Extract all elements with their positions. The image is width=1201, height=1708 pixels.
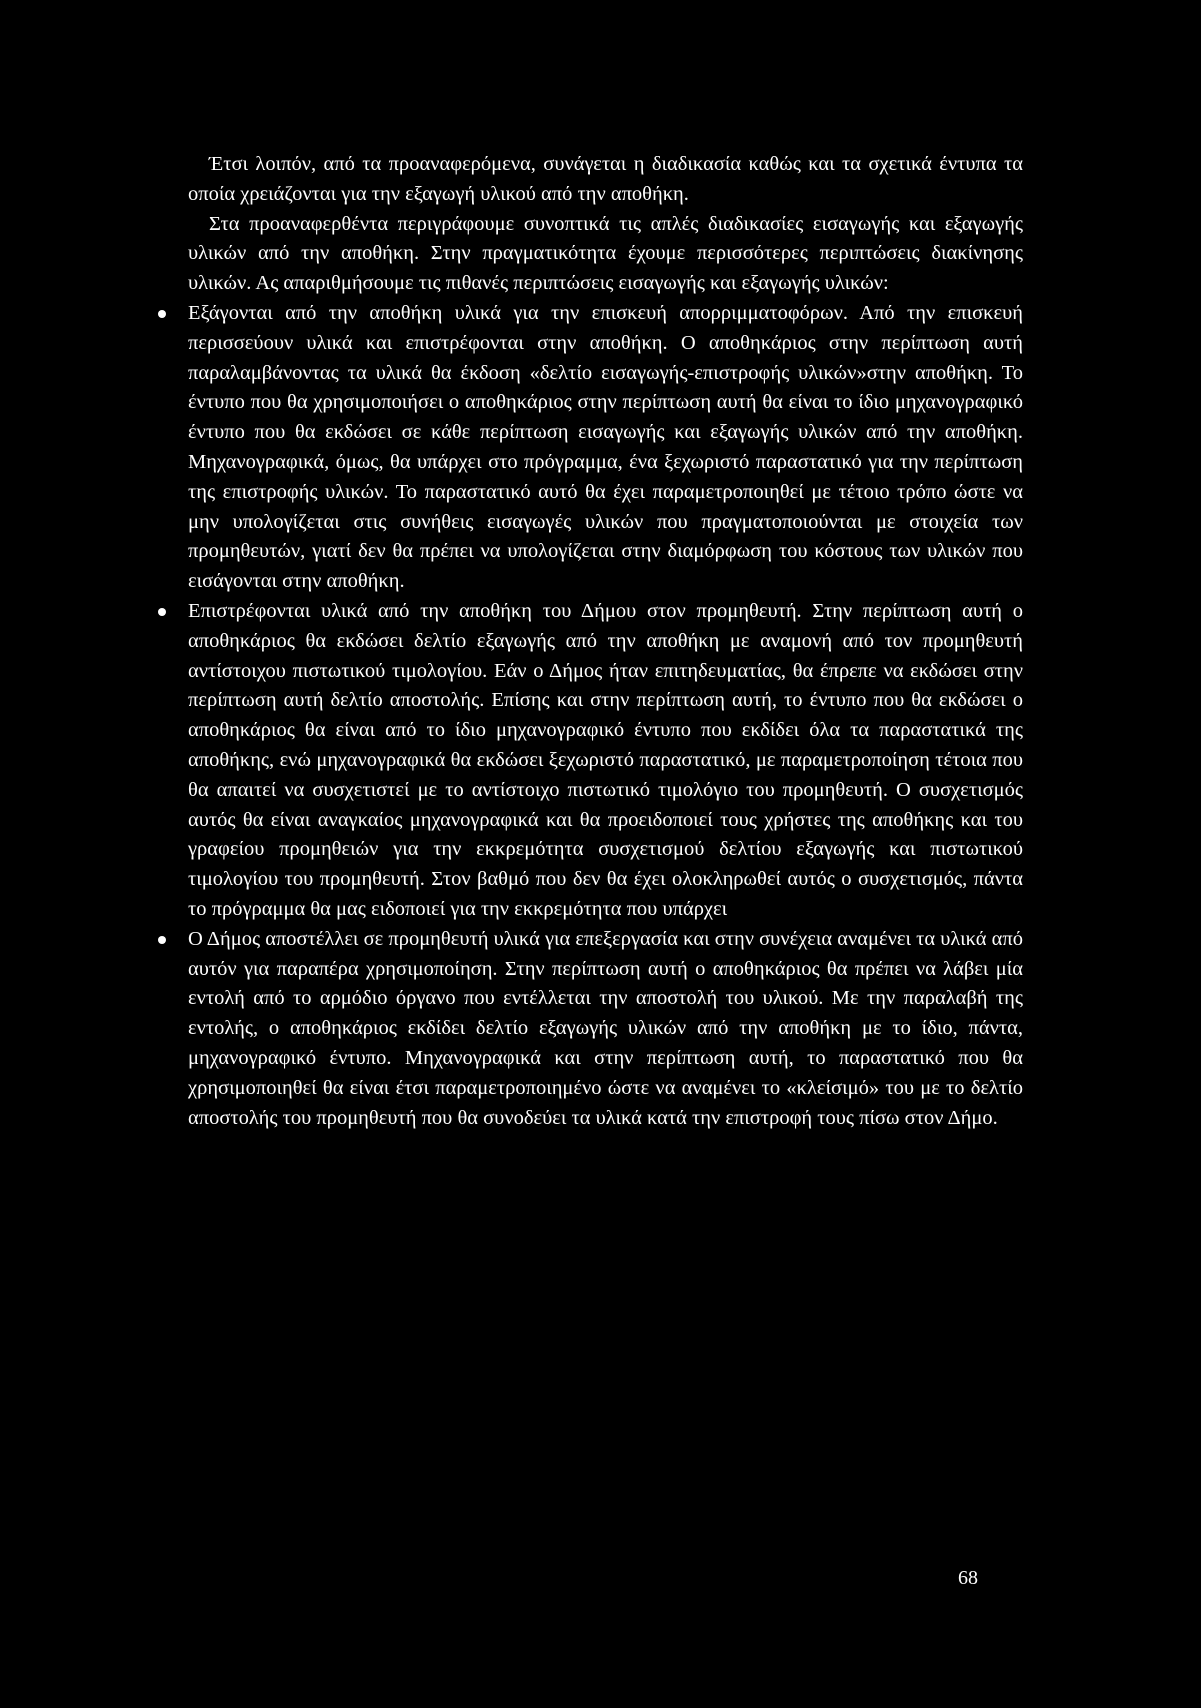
list-item bbox=[188, 925, 1023, 1134]
bullet-icon bbox=[158, 310, 166, 318]
list-item bbox=[188, 597, 1023, 925]
list-item-text: Εξάγονται από την αποθήκη υλικά για την επισκευή απορριμματοφόρων. Από την επισκευή περισσεύουν υλικά και επιστρέφονται στην αποθήκη. Ο αποθηκάριος στην περίπτωση αυτή παραλαμβάνοντας τα υλικά θα έκδοση «δελτίο εισαγωγής-επιστροφής υλικών»στην αποθήκη. Το έντυπο που θα χρησιμοποιήσει ο αποθηκάριος στην περίπτωση αυτή θα είναι το ίδιο μηχανογραφικό έντυπο που θα εκδώσει σε κάθε περίπτωση εισαγωγής και εξαγωγής υλικών από την αποθήκη. Μηχανογραφικά, όμως, θα υπάρχει στο πρόγραμμα, ένα ξεχωριστό παραστατικό για την περίπτωση της επιστροφής υλικών. Το παραστατικό αυτό θα έχει παραμετροποιηθεί με τέτοιο τρόπο ώστε να μην υπολογίζεται στις συνήθεις εισαγωγές υλικών που πραγματοποιούνται με στοιχεία των προμηθευτών, γιατί δεν θα πρέπει να υπολογίζεται στην διαμόρφωση του κόστους των υλικών που εισάγονται στην αποθήκη. bbox=[188, 301, 1023, 593]
body-text bbox=[188, 150, 1023, 1133]
second-paragraph: Στα προαναφερθέντα περιγράφουμε συνοπτικά τις απλές διαδικασίες εισαγωγής και εξαγωγής υλικών από την αποθήκη. Στην πραγματικότητα έχουμε περισσότερες περιπτώσεις διακίνησης υλικών. Ας απαριθμήσουμε τις πιθανές περιπτώσεις εισαγωγής και εξαγωγής υλικών: bbox=[188, 212, 1023, 295]
list-item-text: Ο Δήμος αποστέλλει σε προμηθευτή υλικά για επεξεργασία και στην συνέχεια αναμένει τα υλικά από αυτόν για παραπέρα χρησιμοποίηση. Στην περίπτωση αυτή ο αποθηκάριος θα πρέπει να λάβει μία εντολή από το αρμόδιο όργανο που εντέλλεται την αποστολή του υλικού. Με την παραλαβή της εντολής, ο αποθηκάριος εκδίδει δελτίο εξαγωγής υλικών από την αποθήκη με το ίδιο, πάντα, μηχανογραφικό έντυπο. Μηχανογραφικά και στην περίπτωση αυτή, το παραστατικό που θα χρησιμοποιηθεί θα είναι έτσι παραμετροποιημένο ώστε να αναμένει το «κλείσιμό» του με το δελτίο αποστολής του προμηθευτή που θα συνοδεύει τα υλικά κατά την επιστροφή τους πίσω στον Δήμο. bbox=[188, 927, 1023, 1129]
list-item bbox=[188, 299, 1023, 597]
bullet-list bbox=[188, 299, 1023, 1133]
intro-paragraph: Έτσι λοιπόν, από τα προαναφερόμενα, συνάγεται η διαδικασία καθώς και τα σχετικά έντυπα τα οποία χρειάζονται για την εξαγωγή υλικού από την αποθήκη. bbox=[188, 153, 1023, 205]
bullet-icon bbox=[158, 608, 166, 616]
bullet-icon bbox=[158, 936, 166, 944]
page-number: 68 bbox=[958, 1567, 978, 1589]
list-item-text: Επιστρέφονται υλικά από την αποθήκη του Δήμου στον προμηθευτή. Στην περίπτωση αυτή ο αποθηκάριος θα εκδώσει δελτίο εξαγωγής από την αποθήκη με αναμονή από τον προμηθευτή αντίστοιχου πιστωτικού τιμολογίου. Εάν ο Δήμος ήταν επιτηδευματίας, θα έπρεπε να εκδώσει στην περίπτωση αυτή δελτίο αποστολής. Επίσης και στην περίπτωση αυτή, το έντυπο που θα εκδώσει ο αποθηκάριος θα είναι από το ίδιο μηχανογραφικό έντυπο που εκδίδει όλα τα παραστατικά της αποθήκης, ενώ μηχανογραφικά θα εκδώσει ξεχωριστό παραστατικό, με παραμετροποίηση τέτοια που θα απαιτεί να συσχετιστεί με το αντίστοιχο πιστωτικό τιμολόγιο του προμηθευτή. Ο συσχετισμός αυτός θα είναι αναγκαίος μηχανογραφικά και θα προειδοποιεί τους χρήστες της αποθήκης και του γραφείου προμηθειών για την εκκρεμότητα συσχετισμού δελτίου εξαγωγής και πιστωτικού τιμολογίου του προμηθευτή. Στον βαθμό που δεν θα έχει ολοκληρωθεί αυτός ο συσχετισμός, πάντα το πρόγραμμα θα μας ειδοποιεί για την εκκρεμότητα που υπάρχει bbox=[188, 599, 1023, 920]
